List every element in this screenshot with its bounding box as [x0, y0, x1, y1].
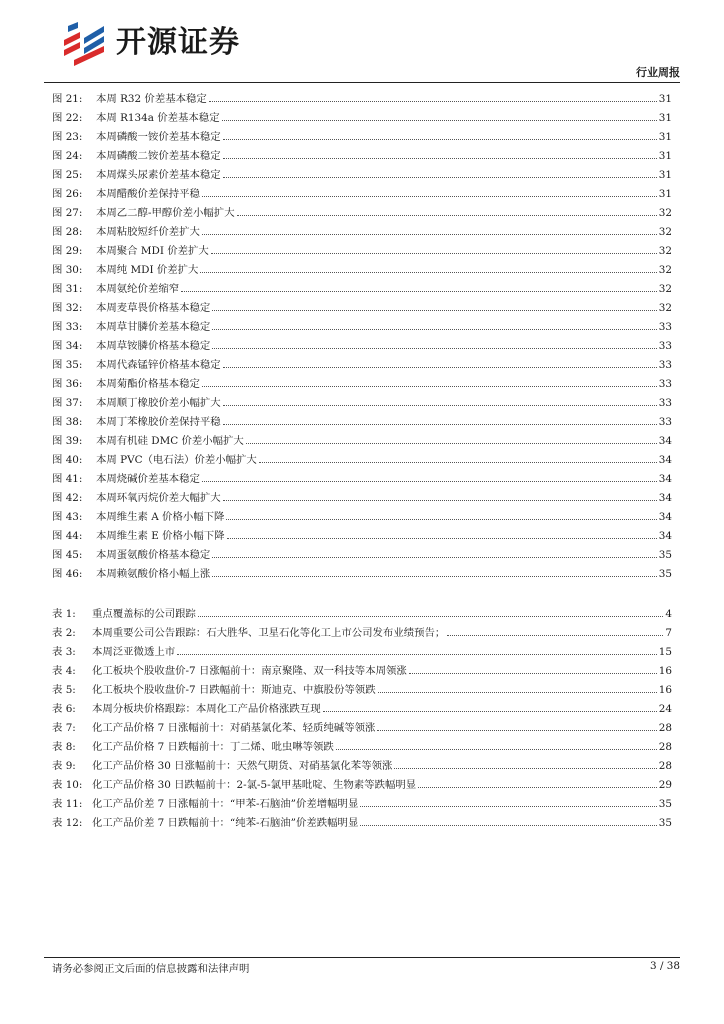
dot-leader	[198, 616, 663, 617]
figure-number: 图 25:	[52, 169, 83, 181]
figure-page-number: 33	[658, 321, 672, 333]
table-entry[interactable]	[52, 738, 672, 757]
dot-leader	[226, 519, 656, 520]
figure-page-number: 32	[658, 264, 672, 276]
brand-logo	[60, 20, 240, 66]
dot-leader	[237, 215, 657, 216]
dot-leader	[181, 291, 657, 292]
table-title: 化工产品价差 7 日涨幅前十：“甲苯-石脑油”价差增幅明显	[92, 798, 359, 810]
dot-leader	[394, 768, 656, 769]
figure-entry[interactable]	[52, 489, 672, 508]
table-page-number: 16	[658, 665, 672, 677]
figure-title: 本周乙二醇-甲醇价差小幅扩大	[96, 207, 235, 219]
dot-leader	[202, 481, 657, 482]
table-index	[52, 605, 672, 833]
table-number: 表 5:	[52, 684, 76, 696]
figure-page-number: 34	[658, 530, 672, 542]
dot-leader	[200, 272, 656, 273]
figure-entry[interactable]	[52, 128, 672, 147]
table-entry[interactable]	[52, 757, 672, 776]
figure-entry[interactable]	[52, 527, 672, 546]
figure-page-number: 34	[658, 435, 672, 447]
figure-entry[interactable]	[52, 109, 672, 128]
figure-title: 本周赖氨酸价格小幅上涨	[96, 568, 211, 580]
footer-divider	[44, 957, 680, 958]
dot-leader	[227, 538, 657, 539]
figure-title: 本周丁苯橡胶价差保持平稳	[96, 416, 221, 428]
figure-title: 本周磷酸二铵价差基本稳定	[96, 150, 221, 162]
figure-number: 图 45:	[52, 549, 83, 561]
header-divider	[44, 82, 680, 83]
dot-leader	[209, 101, 657, 102]
table-title: 化工产品价格 30 日跌幅前十：2-氯-5-氯甲基吡啶、生物素等跌幅明显	[92, 779, 417, 791]
dot-leader	[212, 348, 656, 349]
dot-leader	[212, 576, 656, 577]
table-page-number: 16	[658, 684, 672, 696]
dot-leader	[409, 673, 657, 674]
table-number: 表 12:	[52, 817, 83, 829]
figure-entry[interactable]	[52, 375, 672, 394]
figure-entry[interactable]	[52, 451, 672, 470]
figure-page-number: 33	[658, 359, 672, 371]
figure-title: 本周 R134a 价差基本稳定	[96, 112, 220, 124]
figure-title: 本周顺丁橡胶价差小幅扩大	[96, 397, 221, 409]
dot-leader	[418, 787, 657, 788]
figure-page-number: 34	[658, 454, 672, 466]
figure-number: 图 29:	[52, 245, 83, 257]
figure-number: 图 37:	[52, 397, 83, 409]
table-number: 表 3:	[52, 646, 76, 658]
figure-entry[interactable]	[52, 432, 672, 451]
table-entry[interactable]	[52, 624, 672, 643]
figure-number: 图 41:	[52, 473, 83, 485]
dot-leader	[378, 692, 657, 693]
table-title: 化工产品价格 7 日涨幅前十：对硝基氯化苯、轻质纯碱等领涨	[92, 722, 376, 734]
figure-page-number: 32	[658, 302, 672, 314]
figure-page-number: 32	[658, 226, 672, 238]
table-title: 化工板块个股收盘价-7 日涨幅前十：南京聚隆、双一科技等本周领涨	[92, 665, 407, 677]
figure-title: 本周草甘膦价差基本稳定	[96, 321, 211, 333]
dot-leader	[360, 806, 656, 807]
dot-leader	[212, 557, 656, 558]
figure-number: 图 24:	[52, 150, 83, 162]
figure-number: 图 43:	[52, 511, 83, 523]
figure-title: 本周 PVC（电石法）价差小幅扩大	[96, 454, 257, 466]
figure-entry[interactable]	[52, 565, 672, 584]
figure-number: 图 35:	[52, 359, 83, 371]
figure-entry[interactable]	[52, 413, 672, 432]
dot-leader	[212, 329, 656, 330]
dot-leader	[212, 310, 656, 311]
figure-page-number: 31	[658, 188, 672, 200]
table-number: 表 7:	[52, 722, 76, 734]
dot-leader	[336, 749, 657, 750]
table-entry[interactable]	[52, 605, 672, 624]
figure-number: 图 21:	[52, 93, 83, 105]
report-type: 行业周报	[636, 66, 680, 79]
figure-page-number: 35	[658, 568, 672, 580]
figure-page-number: 33	[658, 397, 672, 409]
dot-leader	[223, 424, 657, 425]
figure-entry[interactable]	[52, 204, 672, 223]
figure-page-number: 34	[658, 473, 672, 485]
figure-number: 图 22:	[52, 112, 83, 124]
figure-number: 图 23:	[52, 131, 83, 143]
dot-leader	[177, 654, 657, 655]
dot-leader	[360, 825, 656, 826]
table-page-number: 28	[658, 741, 672, 753]
figure-number: 图 30:	[52, 264, 83, 276]
figure-number: 图 38:	[52, 416, 83, 428]
figure-page-number: 35	[658, 549, 672, 561]
footer-disclaimer: 请务必参阅正文后面的信息披露和法律声明	[52, 963, 250, 975]
table-number: 表 1:	[52, 608, 76, 620]
figure-page-number: 31	[658, 93, 672, 105]
figure-entry[interactable]	[52, 356, 672, 375]
table-entry[interactable]	[52, 662, 672, 681]
figure-entry[interactable]	[52, 185, 672, 204]
dot-leader	[222, 120, 657, 121]
figure-entry[interactable]	[52, 280, 672, 299]
figure-page-number: 32	[658, 283, 672, 295]
figure-page-number: 34	[658, 511, 672, 523]
dot-leader	[202, 234, 657, 235]
table-page-number: 28	[658, 760, 672, 772]
figure-page-number: 31	[658, 169, 672, 181]
figure-number: 图 33:	[52, 321, 83, 333]
figure-page-number: 31	[658, 150, 672, 162]
table-number: 表 2:	[52, 627, 76, 639]
figure-page-number: 34	[658, 492, 672, 504]
table-title: 本周泛亚微透上市	[92, 646, 176, 658]
dot-leader	[223, 405, 657, 406]
table-title: 本周分板块价格跟踪：本周化工产品价格涨跌互现	[92, 703, 321, 715]
table-number: 表 9:	[52, 760, 76, 772]
figure-number: 图 32:	[52, 302, 83, 314]
figure-page-number: 33	[658, 416, 672, 428]
figure-title: 本周 R32 价差基本稳定	[96, 93, 207, 105]
figure-title: 本周维生素 E 价格小幅下降	[96, 530, 225, 542]
table-page-number: 35	[658, 817, 672, 829]
figure-entry[interactable]	[52, 470, 672, 489]
table-number: 表 4:	[52, 665, 76, 677]
brand-name: 开源证券	[116, 25, 240, 60]
table-number: 表 11:	[52, 798, 83, 810]
figure-number: 图 28:	[52, 226, 83, 238]
figure-entry[interactable]	[52, 394, 672, 413]
figure-page-number: 32	[658, 207, 672, 219]
table-page-number: 24	[658, 703, 672, 715]
figure-number: 图 36:	[52, 378, 83, 390]
table-number: 表 8:	[52, 741, 76, 753]
figure-title: 本周煤头尿素价差基本稳定	[96, 169, 221, 181]
figure-title: 本周麦草畏价格基本稳定	[96, 302, 211, 314]
figure-title: 本周磷酸一铵价差基本稳定	[96, 131, 221, 143]
table-entry[interactable]	[52, 719, 672, 738]
page-indicator: 3 / 38	[650, 960, 680, 972]
figure-entry[interactable]	[52, 90, 672, 109]
table-page-number: 28	[658, 722, 672, 734]
figure-title: 本周烧碱价差基本稳定	[96, 473, 200, 485]
table-page-number: 7	[665, 627, 672, 639]
table-page-number: 4	[665, 608, 672, 620]
figure-title: 本周代森锰锌价格基本稳定	[96, 359, 221, 371]
table-entry[interactable]	[52, 776, 672, 795]
dot-leader	[223, 500, 657, 501]
table-title: 重点覆盖标的公司跟踪	[92, 608, 196, 620]
dot-leader	[377, 730, 656, 731]
figure-title: 本周菊酯价格基本稳定	[96, 378, 200, 390]
figure-entry[interactable]	[52, 318, 672, 337]
figure-entry[interactable]	[52, 223, 672, 242]
brand-mark-icon	[60, 20, 108, 66]
figure-number: 图 46:	[52, 568, 83, 580]
dot-leader	[223, 177, 657, 178]
figure-title: 本周醋酸价差保持平稳	[96, 188, 200, 200]
figure-title: 本周纯 MDI 价差扩大	[96, 264, 199, 276]
figure-title: 本周维生素 A 价格小幅下降	[96, 511, 225, 523]
table-entry[interactable]	[52, 814, 672, 833]
table-entry[interactable]	[52, 700, 672, 719]
figure-title: 本周有机硅 DMC 价差小幅扩大	[96, 435, 244, 447]
dot-leader	[259, 462, 657, 463]
table-entry[interactable]	[52, 681, 672, 700]
figure-number: 图 44:	[52, 530, 83, 542]
table-title: 化工板块个股收盘价-7 日跌幅前十：斯迪克、中旗股份等领跌	[92, 684, 376, 696]
table-page-number: 35	[658, 798, 672, 810]
figure-title: 本周聚合 MDI 价差扩大	[96, 245, 209, 257]
table-title: 本周重要公司公告跟踪：石大胜华、卫星石化等化工上市公司发布业绩预告；	[92, 627, 446, 639]
table-number: 表 10:	[52, 779, 83, 791]
dot-leader	[223, 139, 657, 140]
table-page-number: 15	[658, 646, 672, 658]
figure-entry[interactable]	[52, 242, 672, 261]
table-title: 化工产品价差 7 日跌幅前十：“纯苯-石脑油”价差跌幅明显	[92, 817, 359, 829]
dot-leader	[202, 386, 657, 387]
figure-entry[interactable]	[52, 337, 672, 356]
dot-leader	[223, 158, 657, 159]
figure-page-number: 32	[658, 245, 672, 257]
figure-title: 本周环氧丙烷价差大幅扩大	[96, 492, 221, 504]
dot-leader	[211, 253, 657, 254]
dot-leader	[202, 196, 657, 197]
figure-number: 图 31:	[52, 283, 83, 295]
figure-entry[interactable]	[52, 147, 672, 166]
figure-title: 本周蛋氨酸价格基本稳定	[96, 549, 211, 561]
figure-entry[interactable]	[52, 299, 672, 318]
figure-title: 本周草铵膦价格基本稳定	[96, 340, 211, 352]
figure-entry[interactable]	[52, 546, 672, 565]
figure-number: 图 26:	[52, 188, 83, 200]
figure-page-number: 31	[658, 112, 672, 124]
table-number: 表 6:	[52, 703, 76, 715]
figure-entry[interactable]	[52, 508, 672, 527]
dot-leader	[246, 443, 657, 444]
figure-page-number: 33	[658, 340, 672, 352]
figure-number: 图 42:	[52, 492, 83, 504]
table-page-number: 29	[658, 779, 672, 791]
figure-page-number: 33	[658, 378, 672, 390]
figure-number: 图 39:	[52, 435, 83, 447]
table-title: 化工产品价格 30 日涨幅前十：天然气期货、对硝基氯化苯等领涨	[92, 760, 393, 772]
figure-title: 本周粘胶短纤价差扩大	[96, 226, 200, 238]
table-entry[interactable]	[52, 795, 672, 814]
figure-number: 图 40:	[52, 454, 83, 466]
figure-entry[interactable]	[52, 261, 672, 280]
figure-number: 图 27:	[52, 207, 83, 219]
dot-leader	[323, 711, 657, 712]
dot-leader	[447, 635, 663, 636]
figure-title: 本周氨纶价差缩窄	[96, 283, 180, 295]
figure-page-number: 31	[658, 131, 672, 143]
table-entry[interactable]	[52, 643, 672, 662]
figure-entry[interactable]	[52, 166, 672, 185]
figure-number: 图 34:	[52, 340, 83, 352]
figure-index	[52, 90, 672, 584]
table-title: 化工产品价格 7 日跌幅前十：丁二烯、吡虫啉等领跌	[92, 741, 334, 753]
dot-leader	[223, 367, 657, 368]
